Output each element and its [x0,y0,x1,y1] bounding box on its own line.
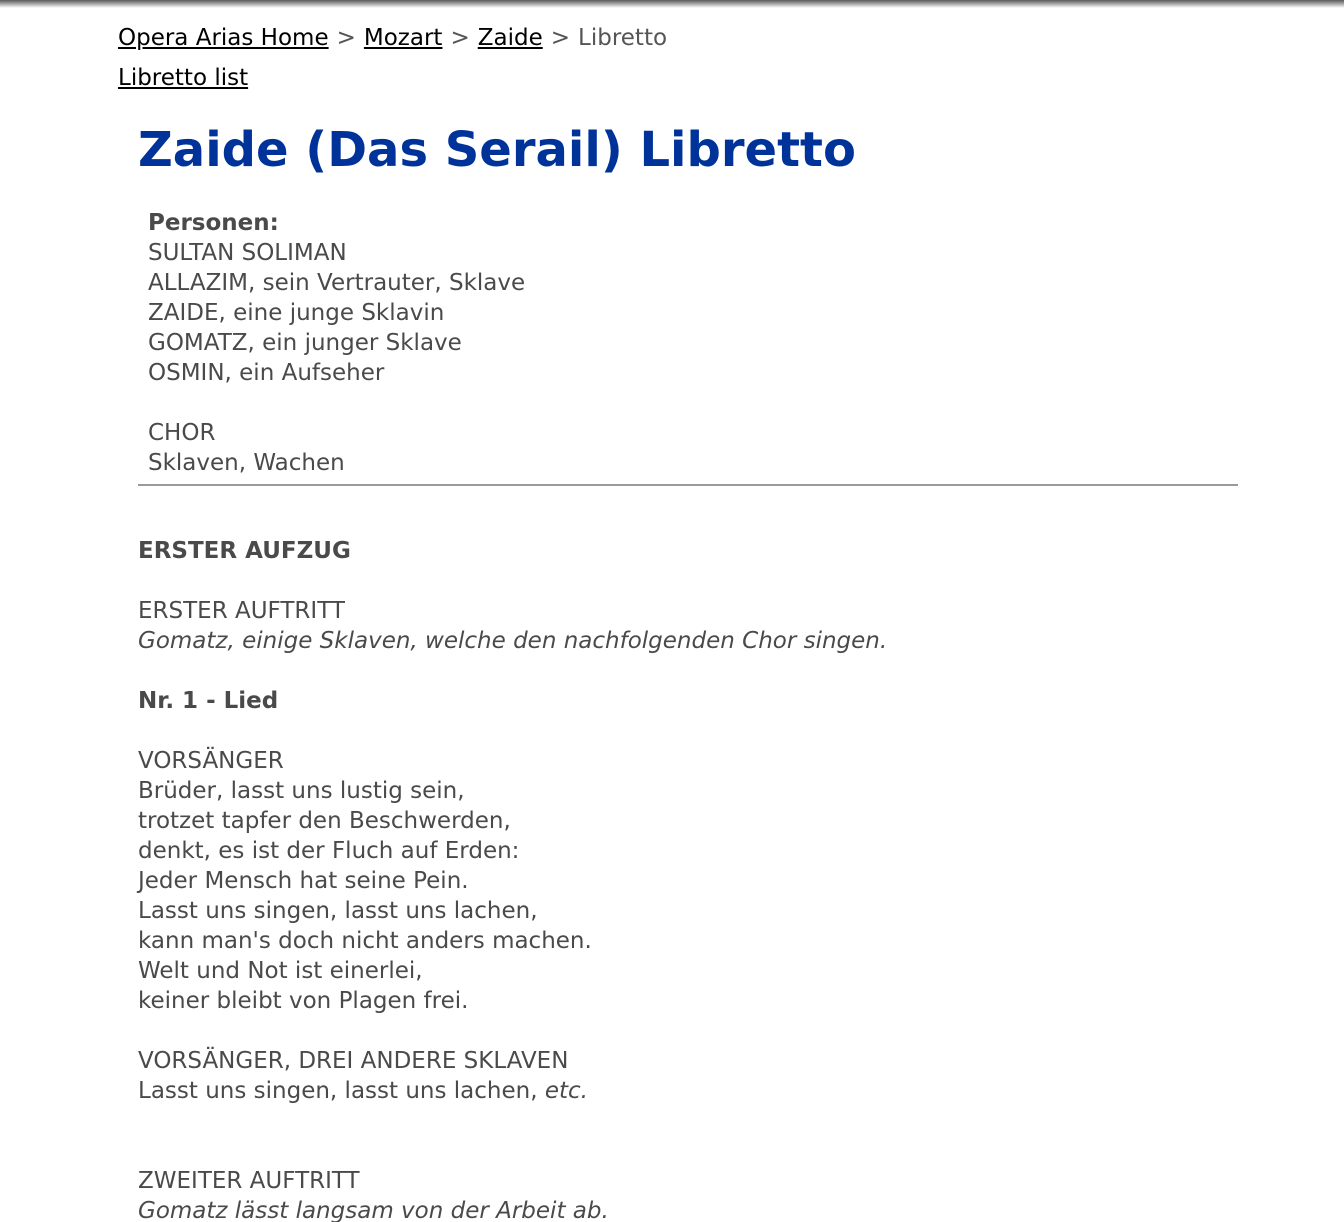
breadcrumb-separator: > [550,25,571,51]
act-heading: ERSTER AUFZUG [138,538,351,564]
scene-heading: ERSTER AUFTRITT [138,598,345,624]
verse-line: trotzet tapfer den Beschwerden, [138,808,511,834]
verse-line: Brüder, lasst uns lustig sein, [138,778,465,804]
breadcrumb-zaide-link[interactable]: Zaide [477,25,543,51]
cast-role: ALLAZIM, sein Vertrauter, Sklave [148,270,526,296]
chorus-role: Sklaven, Wachen [148,450,345,476]
refrain-line [138,1076,887,1106]
verse-line: keiner bleibt von Plagen frei. [138,988,469,1014]
cast-list [148,208,525,478]
singer-name: VORSÄNGER, DREI ANDERE SKLAVEN [138,1048,569,1074]
spacer [138,566,887,596]
verse-line: Lasst uns singen, lasst uns lachen, [138,898,538,924]
spacer [138,716,887,746]
spacer [138,1016,887,1046]
singer-name: VORSÄNGER [138,748,284,774]
refrain-etc: etc. [544,1078,588,1104]
breadcrumb [118,22,667,54]
cast-role: GOMATZ, ein junger Sklave [148,330,462,356]
breadcrumb-current: Libretto [578,25,668,51]
cast-heading: Personen: [148,210,279,236]
stage-direction: Gomatz lässt langsam von der Arbeit ab. [138,1198,609,1222]
number-heading: Nr. 1 - Lied [138,688,279,714]
cast-role: SULTAN SOLIMAN [148,240,347,266]
chorus-role: CHOR [148,420,216,446]
verse-line: Jeder Mensch hat seine Pein. [138,868,469,894]
breadcrumb-separator: > [450,25,470,51]
libretto-list-nav [118,62,248,94]
breadcrumb-separator: > [336,25,356,51]
verse-line: denkt, es ist der Fluch auf Erden: [138,838,520,864]
cast-role: ZAIDE, eine junge Sklavin [148,300,445,326]
stage-direction: Gomatz, einige Sklaven, welche den nachfolgenden Chor singen. [138,628,888,654]
verse-line: Welt und Not ist einerlei, [138,958,423,984]
top-shadow [0,0,1344,8]
page-title: Zaide (Das Serail) Libretto [138,122,856,178]
spacer [138,1106,887,1166]
libretto-list-link[interactable]: Libretto list [118,65,249,91]
refrain-text: Lasst uns singen, lasst uns lachen, [138,1078,545,1104]
verse-line: kann man's doch nicht anders machen. [138,928,592,954]
libretto-text [138,536,887,1222]
breadcrumb-home-link[interactable]: Opera Arias Home [118,25,329,51]
scene-heading: ZWEITER AUFTRITT [138,1168,360,1194]
cast-role: OSMIN, ein Aufseher [148,360,385,386]
breadcrumb-mozart-link[interactable]: Mozart [363,25,443,51]
spacer [148,388,525,418]
spacer [138,656,887,686]
section-divider [138,484,1238,486]
